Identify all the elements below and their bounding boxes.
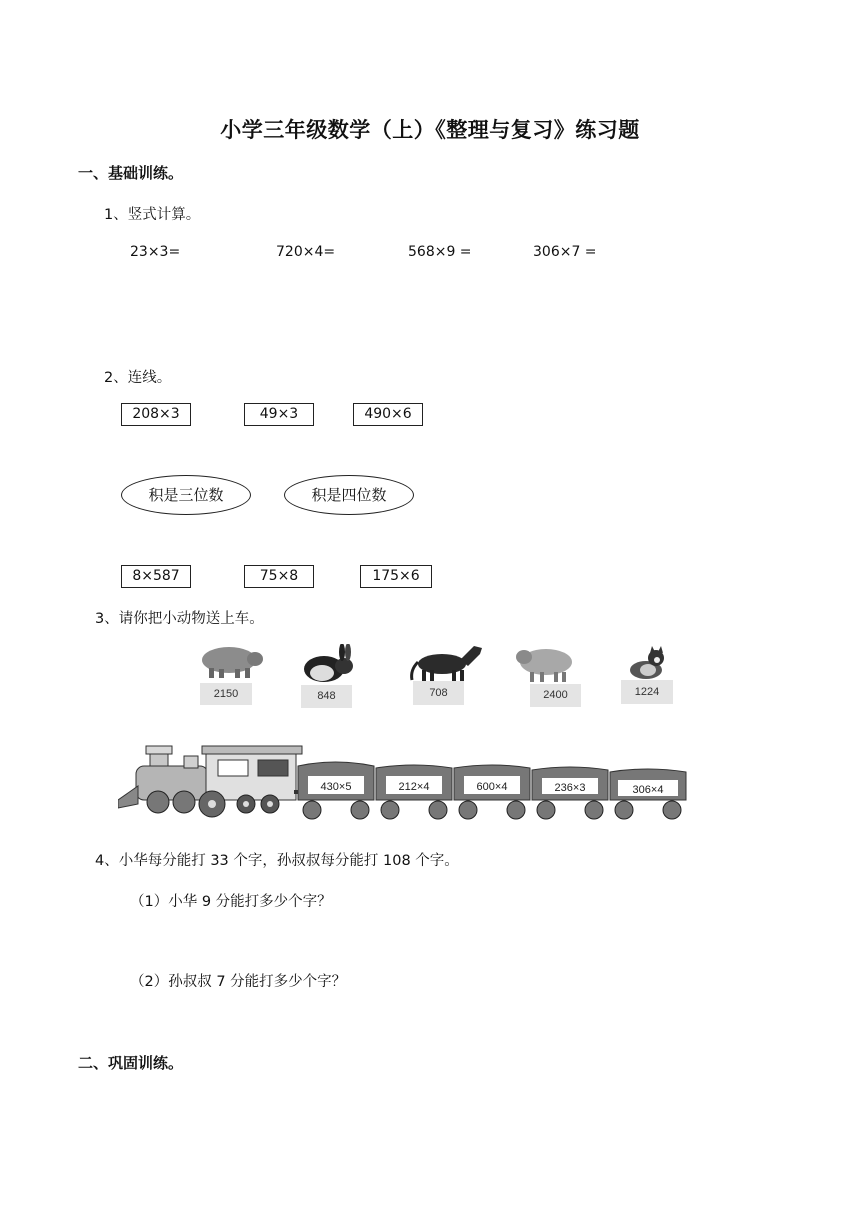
expression-box[interactable]: 8×587 — [121, 565, 191, 588]
section-heading-1: 一、基础训练。 — [78, 164, 184, 182]
locomotive — [118, 746, 302, 817]
question-2-label: 2、连线。 — [104, 370, 172, 386]
expression-box[interactable]: 49×3 — [244, 403, 314, 426]
sub-question-1: （1）小华 9 分能打多少个字？ — [130, 894, 332, 910]
wagon[interactable] — [376, 765, 452, 819]
question-3-label: 3、请你把小动物送上车。 — [95, 611, 264, 627]
wagon[interactable] — [454, 765, 530, 819]
expression-box[interactable]: 208×3 — [121, 403, 191, 426]
answer-oval[interactable]: 积是三位数 — [121, 475, 251, 515]
wagon-label: 236×3 — [554, 782, 586, 794]
expression-box[interactable]: 490×6 — [353, 403, 423, 426]
calc-item: 23×3= — [130, 244, 181, 260]
rabbit-icon[interactable] — [300, 644, 356, 684]
wagon[interactable] — [298, 762, 374, 819]
cat-icon[interactable] — [626, 646, 668, 680]
calc-item: 720×4= — [276, 244, 336, 260]
wagon-label: 212×4 — [398, 781, 430, 793]
sub-question-2: （2）孙叔叔 7 分能打多少个字？ — [130, 974, 347, 990]
pig-icon[interactable] — [197, 640, 265, 680]
question-1-label: 1、竖式计算。 — [104, 207, 201, 223]
number-plate: 1224 — [621, 680, 673, 704]
number-plate: 2150 — [200, 683, 252, 705]
train-illustration — [118, 738, 698, 824]
answer-oval[interactable]: 积是四位数 — [284, 475, 414, 515]
calc-item: 306×7 = — [533, 244, 597, 260]
expression-box[interactable]: 75×8 — [244, 565, 314, 588]
wagon[interactable] — [610, 769, 686, 819]
page-title: 小学三年级数学（上）《整理与复习》练习题 — [220, 118, 640, 142]
section-heading-2: 二、巩固训练。 — [78, 1054, 184, 1072]
number-plate: 708 — [413, 681, 464, 705]
sheep-icon[interactable] — [514, 644, 578, 684]
wagon[interactable] — [532, 767, 608, 819]
wagon-label: 306×4 — [632, 784, 664, 796]
question-4-label: 4、小华每分能打 33 个字，孙叔叔每分能打 108 个字。 — [95, 853, 459, 869]
expression-box[interactable]: 175×6 — [360, 565, 432, 588]
number-plate: 2400 — [530, 684, 581, 707]
calc-item: 568×9 = — [408, 244, 472, 260]
wagon-label: 600×4 — [476, 781, 508, 793]
wagon-label: 430×5 — [320, 781, 352, 793]
number-plate: 848 — [301, 685, 352, 708]
